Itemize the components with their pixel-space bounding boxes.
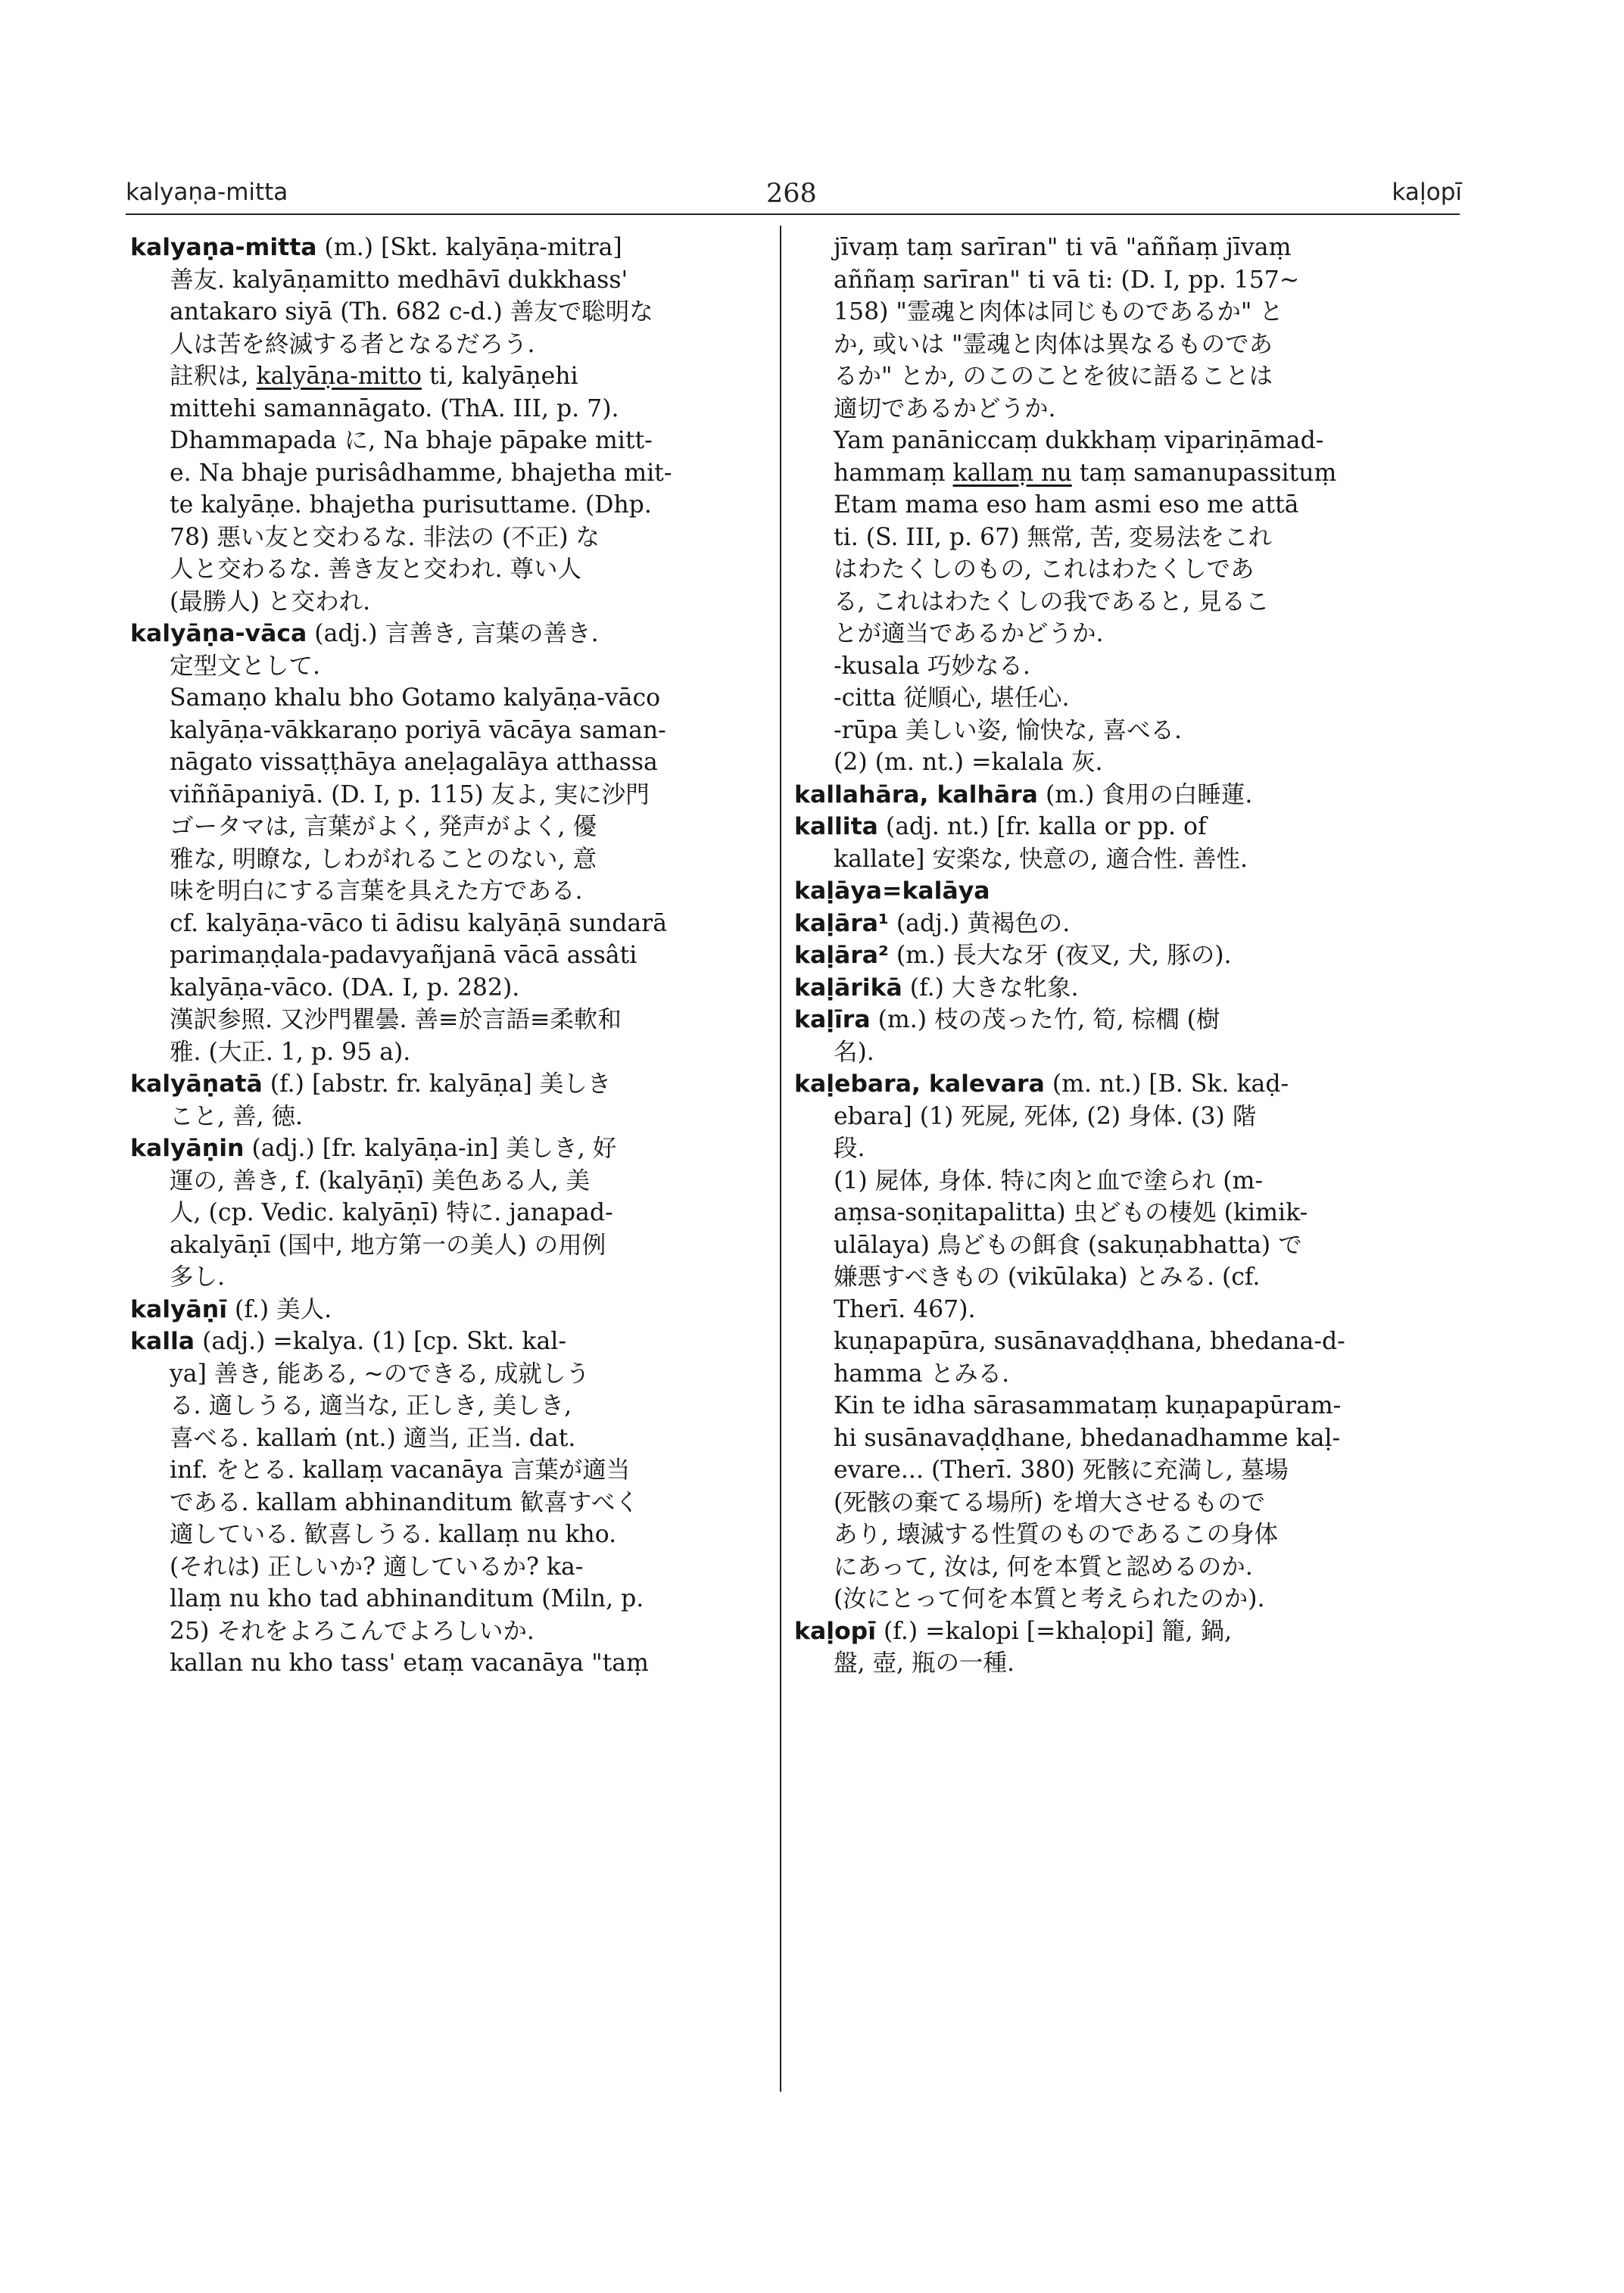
entry-text-line bbox=[794, 1551, 1444, 1584]
definition-text: 名). bbox=[834, 1038, 874, 1066]
headword: kaḷārikā bbox=[794, 974, 902, 1002]
entry-text-line bbox=[794, 1326, 1444, 1358]
headword: kalyāṇatā bbox=[130, 1070, 263, 1098]
headword: kaḷāra² bbox=[794, 942, 889, 969]
definition-text: -kusala 巧妙なる. bbox=[834, 652, 1030, 680]
entry-text-line bbox=[130, 264, 770, 297]
entry-text-line bbox=[130, 1487, 770, 1519]
entry-text-line bbox=[130, 1583, 770, 1615]
entry-text-line bbox=[794, 586, 1444, 618]
entry-headword-line bbox=[130, 232, 770, 264]
definition-text: kallate] 安楽な, 快意の, 適合性. 善性. bbox=[834, 845, 1248, 873]
definition-text: 善友. kalyāṇamitto medhāvī dukkhass' bbox=[170, 266, 628, 294]
definition-text: (2) (m. nt.) =kalala 灰. bbox=[834, 749, 1103, 776]
definition-text: (adj.) 言善き, 言葉の善き. bbox=[307, 620, 599, 647]
underlined-term: kalyāṇa-mitto bbox=[256, 363, 422, 390]
entry-text-line bbox=[130, 1390, 770, 1422]
definition-text: (f.) 美人. bbox=[227, 1295, 332, 1323]
definition-text: 雅. (大正. 1, p. 95 a). bbox=[170, 1038, 411, 1066]
definition-text: hamma とみる. bbox=[834, 1360, 1010, 1388]
entry-text-line bbox=[794, 843, 1444, 876]
definition-text: mittehi samannāgato. (ThA. III, p. 7). bbox=[170, 394, 619, 422]
entry-headword-line bbox=[794, 811, 1444, 843]
definition-text: akalyāṇī (国中, 地方第一の美人) の用例 bbox=[170, 1231, 606, 1259]
definition-text: Etam mama eso ham asmi eso me attā bbox=[834, 491, 1299, 519]
entry-text-line bbox=[794, 553, 1444, 586]
entry-text-line bbox=[794, 329, 1444, 361]
definition-text: ゴータマは, 言葉がよく, 発声がよく, 優 bbox=[170, 813, 597, 840]
entry-text-line bbox=[794, 489, 1444, 522]
entry-text-line bbox=[130, 746, 770, 779]
entry-text-line bbox=[130, 1519, 770, 1551]
header-rule bbox=[126, 213, 1460, 215]
definition-text: 喜べる. kallaṁ (nt.) 適当, 正当. dat. bbox=[170, 1424, 576, 1452]
definition-text: parimaṇḍala-padavyañjanā vācā assâti bbox=[170, 942, 637, 969]
definition-text: kallan nu kho tass' etaṃ vacanāya "taṃ bbox=[170, 1650, 649, 1677]
definition-text: ya] 善き, 能ある, ~のできる, 成就しう bbox=[170, 1360, 590, 1388]
entry-text-line bbox=[130, 1165, 770, 1198]
definition-text: -rūpa 美しい姿, 愉快な, 喜べる. bbox=[834, 716, 1183, 744]
definition-text: viññāpaniyā. (D. I, p. 115) 友よ, 実に沙門 bbox=[170, 780, 650, 808]
definition-text: 盤, 壺, 瓶の一種. bbox=[834, 1650, 1015, 1677]
definition-text: 定型文として. bbox=[170, 652, 321, 680]
headword: kaḷopī bbox=[794, 1617, 876, 1645]
definition-text: るか" とか, のこのことを彼に語ることは bbox=[834, 363, 1273, 390]
definition-text: (m.) [Skt. kalyāṇa-mitra] bbox=[316, 234, 622, 261]
definition-text: 158) "霊魂と肉体は同じものであるか" と bbox=[834, 298, 1283, 326]
entry-text-line bbox=[130, 1358, 770, 1391]
definition-text: antakaro siyā (Th. 682 c-d.) 善友で聡明な bbox=[170, 298, 653, 326]
definition-text: (1) 屍体, 身体. 特に肉と血で塗られ (m- bbox=[834, 1167, 1264, 1195]
page-number: 268 bbox=[766, 179, 817, 209]
definition-text: Samaṇo khalu bho Gotamo kalyāṇa-vāco bbox=[170, 684, 661, 712]
definition-text: 雅な, 明瞭な, しわがれることのない, 意 bbox=[170, 845, 597, 873]
entry-text-line bbox=[794, 1454, 1444, 1487]
definition-text: にあって, 汝は, 何を本質と認めるのか. bbox=[834, 1553, 1253, 1581]
definition-text: である. kallam abhinanditum 歓喜すべく bbox=[170, 1488, 639, 1516]
entry-text-line bbox=[130, 1036, 770, 1069]
entry-text-line bbox=[794, 1294, 1444, 1326]
definition-text: ti, kalyāṇehi bbox=[422, 363, 578, 390]
definition-text: 註釈は, bbox=[170, 363, 257, 390]
definition-text: (adj. nt.) [fr. kalla or pp. of bbox=[877, 813, 1207, 840]
entry-headword-line bbox=[130, 1294, 770, 1326]
definition-text: 25) それをよろこんでよろしいか. bbox=[170, 1617, 535, 1645]
entry-text-line bbox=[130, 425, 770, 457]
definition-text: はわたくしのもの, これはわたくしであ bbox=[834, 556, 1255, 583]
entry-text-line bbox=[794, 682, 1444, 715]
entry-text-line bbox=[130, 682, 770, 715]
entry-text-line bbox=[130, 296, 770, 329]
definition-text: llaṃ nu kho tad abhinanditum (Miln, p. bbox=[170, 1585, 644, 1612]
entry-text-line bbox=[130, 1422, 770, 1455]
definition-text: hammaṃ bbox=[834, 459, 953, 487]
entry-text-line bbox=[794, 296, 1444, 329]
definition-text: kalyāṇa-vāco. (DA. I, p. 282). bbox=[170, 974, 520, 1002]
definition-text: (最勝人) と交われ. bbox=[170, 587, 371, 615]
entry-text-line bbox=[130, 1647, 770, 1680]
definition-text: ti. (S. III, p. 67) 無常, 苦, 変易法をこれ bbox=[834, 523, 1273, 551]
entry-text-line bbox=[130, 522, 770, 554]
definition-text: (f.) 大きな牝象. bbox=[902, 974, 1079, 1002]
headword: kalyaṇa-mitta bbox=[130, 234, 317, 261]
entry-text-line bbox=[794, 618, 1444, 650]
entry-text-line bbox=[794, 1647, 1444, 1680]
definition-text: (m. nt.) [B. Sk. kaḍ- bbox=[1044, 1070, 1289, 1098]
definition-text: aññaṃ sarīran" ti vā ti: (D. I, pp. 157~ bbox=[834, 266, 1300, 294]
entry-headword-line bbox=[794, 908, 1444, 940]
entry-headword-line bbox=[130, 1132, 770, 1165]
definition-text: kuṇapapūra, susānavaḍḍhana, bhedana-d- bbox=[834, 1328, 1345, 1355]
headword: kalyāṇin bbox=[130, 1135, 245, 1162]
definition-text: こと, 善, 徳. bbox=[170, 1102, 304, 1130]
entry-text-line bbox=[794, 746, 1444, 779]
definition-text: 味を明白にする言葉を具えた方である. bbox=[170, 877, 583, 905]
right-column bbox=[794, 232, 1444, 1680]
entry-text-line bbox=[794, 1197, 1444, 1229]
definition-text: ulālaya) 鳥どもの餌食 (sakuṇabhatta) で bbox=[834, 1231, 1302, 1259]
entry-text-line bbox=[130, 1004, 770, 1036]
definition-text: Therī. 467). bbox=[834, 1295, 976, 1323]
underlined-term: kallaṃ nu bbox=[952, 459, 1072, 487]
definition-text: te kalyāṇe. bhajetha purisuttame. (Dhp. bbox=[170, 491, 652, 519]
definition-text: る. 適しうる, 適当な, 正しき, 美しき, bbox=[170, 1392, 572, 1419]
headword: kalyāṇī bbox=[130, 1295, 228, 1323]
definition-text: (m.) 長大な牙 (夜叉, 犬, 豚の). bbox=[888, 942, 1232, 969]
headword: kaḷebara, kalevara bbox=[794, 1070, 1045, 1098]
definition-text: (死骸の棄てる場所) を増大させるもので bbox=[834, 1488, 1266, 1516]
entry-text-line bbox=[130, 908, 770, 940]
definition-text: nāgato vissaṭṭhāya aneḷagalāya atthassa bbox=[170, 749, 658, 776]
headword: kalyāṇa-vāca bbox=[130, 620, 307, 647]
definition-text: hi susānavaḍḍhane, bhedanadhamme kaḷ- bbox=[834, 1424, 1341, 1452]
entry-text-line bbox=[130, 811, 770, 843]
definition-text: 人は苦を終滅する者となるだろう. bbox=[170, 330, 535, 358]
definition-text: (f.) =kalopi [=khaḷopi] 籠, 鍋, bbox=[876, 1617, 1233, 1645]
headword: kallita bbox=[794, 813, 878, 840]
entry-text-line bbox=[794, 360, 1444, 393]
entry-headword-line bbox=[794, 875, 1444, 908]
entry-text-line bbox=[130, 393, 770, 425]
entry-headword-line bbox=[794, 779, 1444, 812]
entry-text-line bbox=[130, 843, 770, 876]
entry-text-line bbox=[130, 1551, 770, 1584]
entry-text-line bbox=[130, 1197, 770, 1229]
definition-text: (汝にとって何を本質と考えられたのか). bbox=[834, 1585, 1265, 1612]
entry-headword-line bbox=[794, 1068, 1444, 1101]
definition-text: 段. bbox=[834, 1135, 865, 1162]
definition-text: 多し. bbox=[170, 1263, 226, 1291]
entry-text-line bbox=[130, 779, 770, 812]
entry-headword-line bbox=[130, 1326, 770, 1358]
entry-headword-line bbox=[794, 1615, 1444, 1648]
entry-text-line bbox=[130, 715, 770, 747]
entry-text-line bbox=[794, 1132, 1444, 1165]
entry-text-line bbox=[794, 1229, 1444, 1262]
left-column bbox=[130, 232, 770, 1680]
entry-text-line bbox=[794, 1390, 1444, 1422]
entry-text-line bbox=[130, 650, 770, 683]
entry-headword-line bbox=[130, 618, 770, 650]
headword: kaḷīra bbox=[794, 1006, 871, 1033]
entry-headword-line bbox=[130, 1068, 770, 1101]
definition-text: evare... (Therī. 380) 死骸に充満し, 墓場 bbox=[834, 1456, 1289, 1484]
definition-text: (adj.) =kalya. (1) [cp. Skt. kal- bbox=[195, 1328, 567, 1355]
entry-text-line bbox=[794, 425, 1444, 457]
entry-text-line bbox=[794, 715, 1444, 747]
entry-text-line bbox=[794, 1358, 1444, 1391]
entry-text-line bbox=[794, 1036, 1444, 1069]
definition-text: 適している. 歓喜しうる. kallaṃ nu kho. bbox=[170, 1521, 617, 1548]
entry-text-line bbox=[794, 1487, 1444, 1519]
definition-text: 人, (cp. Vedic. kalyāṇī) 特に. janapad- bbox=[170, 1199, 613, 1226]
definition-text: ebara] (1) 死屍, 死体, (2) 身体. (3) 階 bbox=[834, 1102, 1257, 1130]
entry-text-line bbox=[794, 1422, 1444, 1455]
definition-text: (adj.) [fr. kalyāṇa-in] 美しき, 好 bbox=[244, 1135, 617, 1162]
definition-text: か, 或いは "霊魂と肉体は異なるものであ bbox=[834, 330, 1273, 358]
entry-text-line bbox=[130, 875, 770, 908]
entry-text-line bbox=[794, 522, 1444, 554]
column-divider bbox=[780, 226, 781, 2092]
entry-text-line bbox=[130, 553, 770, 586]
entry-text-line bbox=[130, 1229, 770, 1262]
header-right-guideword: kaḷopī bbox=[1392, 179, 1462, 206]
definition-text: kalyāṇa-vākkaraṇo poriyā vācāya saman- bbox=[170, 716, 666, 744]
headword: kallahāra, kalhāra bbox=[794, 780, 1038, 808]
header-left-guideword: kalyaṇa-mitta bbox=[126, 179, 288, 206]
entry-text-line bbox=[130, 586, 770, 618]
definition-text: 適切であるかどうか. bbox=[834, 394, 1056, 422]
entry-text-line bbox=[130, 972, 770, 1005]
definition-text: (m.) 枝の茂った竹, 筍, 棕櫚 (樹 bbox=[870, 1006, 1220, 1033]
definition-text: (m.) 食用の白睡蓮. bbox=[1037, 780, 1253, 808]
entry-headword-line bbox=[794, 972, 1444, 1005]
definition-text: 漢訳参照. 又沙門瞿曇. 善≡於言語≡柔軟和 bbox=[170, 1006, 622, 1033]
entry-text-line bbox=[130, 1454, 770, 1487]
definition-text: (それは) 正しいか? 適しているか? ka- bbox=[170, 1553, 584, 1581]
definition-text: aṃsa-soṇitapalitta) 虫どもの棲処 (kimik- bbox=[834, 1199, 1308, 1226]
definition-text: 運の, 善き, f. (kalyāṇī) 美色ある人, 美 bbox=[170, 1167, 591, 1195]
entry-text-line bbox=[794, 1583, 1444, 1615]
definition-text: -citta 従順心, 堪任心. bbox=[834, 684, 1070, 712]
definition-text: (f.) [abstr. fr. kalyāṇa] 美しき bbox=[262, 1070, 612, 1098]
entry-text-line bbox=[794, 1261, 1444, 1294]
definition-text: 人と交わるな. 善き友と交われ. 尊い人 bbox=[170, 556, 582, 583]
definition-text: 嫌悪すべきもの (vikūlaka) とみる. (cf. bbox=[834, 1263, 1261, 1291]
entry-text-line bbox=[794, 232, 1444, 264]
definition-text: jīvaṃ taṃ sarīran" ti vā "aññaṃ jīvaṃ bbox=[834, 234, 1292, 261]
entry-text-line bbox=[794, 457, 1444, 490]
headword: kaḷāra¹ bbox=[794, 909, 889, 937]
entry-text-line bbox=[130, 489, 770, 522]
entry-text-line bbox=[794, 1519, 1444, 1551]
headword: kalla bbox=[130, 1328, 195, 1355]
entry-text-line bbox=[794, 650, 1444, 683]
definition-text: あり, 壊滅する性質のものであるこの身体 bbox=[834, 1521, 1279, 1548]
definition-text: e. Na bhaje purisâdhamme, bhajetha mit- bbox=[170, 459, 672, 487]
entry-headword-line bbox=[794, 1004, 1444, 1036]
definition-text: taṃ samanupassituṃ bbox=[1071, 459, 1337, 487]
entry-text-line bbox=[794, 1165, 1444, 1198]
definition-text: cf. kalyāṇa-vāco ti ādisu kalyāṇā sundarā bbox=[170, 909, 667, 937]
entry-text-line bbox=[794, 1101, 1444, 1133]
definition-text: Yam panāniccaṃ dukkhaṃ vipariṇāmad- bbox=[834, 427, 1324, 454]
headword: kaḷāya=kalāya bbox=[794, 877, 990, 905]
entry-headword-line bbox=[794, 939, 1444, 972]
definition-text: Dhammapada に, Na bhaje pāpake mitt- bbox=[170, 427, 653, 454]
definition-text: る, これはわたくしの我であると, 見るこ bbox=[834, 587, 1270, 615]
definition-text: 78) 悪い友と交わるな. 非法の (不正) な bbox=[170, 523, 600, 551]
entry-text-line bbox=[794, 393, 1444, 425]
definition-text: Kin te idha sārasammataṃ kuṇapapūram- bbox=[834, 1392, 1342, 1419]
definition-text: (adj.) 黄褐色の. bbox=[888, 909, 1071, 937]
entry-text-line bbox=[130, 1615, 770, 1648]
entry-text-line bbox=[130, 1261, 770, 1294]
entry-text-line bbox=[130, 329, 770, 361]
entry-text-line bbox=[130, 360, 770, 393]
entry-text-line bbox=[130, 1101, 770, 1133]
entry-text-line bbox=[130, 939, 770, 972]
entry-text-line bbox=[130, 457, 770, 490]
definition-text: inf. をとる. kallaṃ vacanāya 言葉が適当 bbox=[170, 1456, 631, 1484]
entry-text-line bbox=[794, 264, 1444, 297]
definition-text: とが適当であるかどうか. bbox=[834, 620, 1104, 647]
